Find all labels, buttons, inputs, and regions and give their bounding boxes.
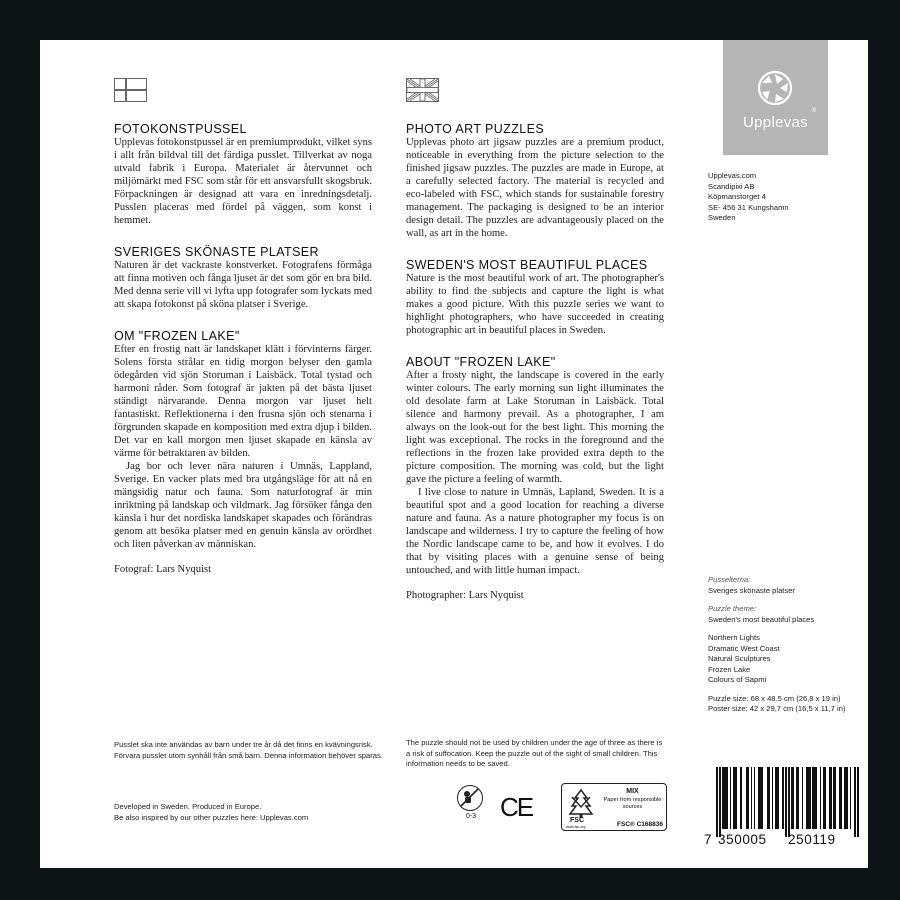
ean-barcode xyxy=(704,767,864,847)
website-line: Be also inspired by our other puzzles here: Upplevas.com xyxy=(114,812,309,822)
brand-name: Upplevas xyxy=(743,114,808,131)
en-photographer-credit: Photographer: Lars Nyquist xyxy=(406,590,524,601)
uk-flag-icon xyxy=(406,78,439,102)
registered-mark: ® xyxy=(811,108,816,114)
puzzle-box-back xyxy=(40,40,868,868)
series-value: Sveriges skönaste platser xyxy=(708,585,795,595)
fsc-mix: MIX xyxy=(626,788,639,795)
address-line-company: Scandipixi AB xyxy=(708,181,755,191)
sv-photographer-credit: Fotograf: Lars Nyquist xyxy=(114,564,212,575)
fsc-label xyxy=(561,783,667,831)
age-label: 0-3 xyxy=(465,813,477,820)
age-warning-icon xyxy=(457,785,483,811)
barcode-digit-first: 7 xyxy=(704,832,713,847)
product-info xyxy=(708,575,864,715)
en-paragraph-frozen-lake-1: After a frosty night, the landscape is covered in the early winter colours. The early morning sun light illuminates the old desolate farm at Lake Storuman in Laisbäck. Total silence and harmony prevail. As a photographer, I am always on the look-out for the best light. This morning the light was exceptional. The rocks in the foreground and the reflections in the frozen lake provided extra depth to the picture composition. The morning was cold, but the light gave the picture a feeling of warmth. xyxy=(406,370,664,485)
sv-heading-frozen-lake: OM "FROZEN LAKE" xyxy=(114,328,240,344)
swedish-flag-icon xyxy=(114,78,147,102)
english-text-column xyxy=(406,122,664,602)
barcode-bars xyxy=(704,767,864,833)
sv-paragraph-frozen-lake-2: Jag bor och lever nära naturen i Umnäs, Lappland, Sverige. En vacker plats med bra utgångsläge för att nå en mängsidig natur och fauna. Som naturfotograf är min inriktning på landskap och vildmark. Jag försöker fånga den känsla i hur det nordiska landskapet skapades och förändras genom att besöka platser med en genuin känsla av orördhet och liten påverkan av människan. xyxy=(114,461,372,550)
swedish-text-column xyxy=(114,122,372,576)
barcode-number xyxy=(704,832,864,847)
address-line-country: Sweden xyxy=(708,213,736,222)
series-title-item: Northern Lights xyxy=(708,633,760,642)
swedish-safety-warning xyxy=(114,740,394,761)
age-warning-mark xyxy=(457,785,485,827)
theme-value: Sweden's most beautiful places xyxy=(708,614,815,624)
series-title-item: Colours of Sapmi xyxy=(708,675,767,684)
company-address xyxy=(708,171,858,224)
english-safety-warning: The puzzle should not be used by children under the age of three as there is a risk of suffocation. Keep the puzzle out of the sight of small children. This information needs to be saved. xyxy=(406,738,663,768)
poster-size: Poster size: 42 x 29,7 cm (16,5 x 11,7 in) xyxy=(708,704,846,713)
sv-paragraph-frozen-lake-1: Efter en frostig natt är landskapet klätt i förvinterns färger. Solens första strålar en tidig morgon belyser den gamla ödegården vid sjön Storuman i Laisbäck. Total tystad och harmoni råder. Som fotograf är jakten på det bästa ljuset ständigt närvarande. Denna morgon var ljuset helt fantastiskt. Reflektionerna i den frusna sjön och stenarna i förgrunden skapade en komposition med extra djup i bilden. Det var en kall morgon men ljuset skapade en känsla av värme för betraktaren av bilden. xyxy=(114,344,372,459)
fsc-name: FSC xyxy=(570,817,584,824)
origin-line: Developed in Sweden. Produced in Europe. xyxy=(114,802,262,811)
barcode-digits-left: 350005 xyxy=(718,832,767,847)
en-heading-frozen-lake: ABOUT "FROZEN LAKE" xyxy=(406,354,556,370)
barcode-bar xyxy=(857,767,859,837)
sv-warning-line: Förvara pusslet utom synhåll från små barn. Denna information behöver sparas. xyxy=(114,750,383,760)
address-line-website: Upplevas.com xyxy=(708,171,757,180)
address-line-postcode: SE- 456 31 Kungshamn xyxy=(708,202,789,212)
sv-heading-photo-art: FOTOKONSTPUSSEL xyxy=(114,121,247,137)
fsc-paper-text: Paper from responsible sources xyxy=(603,797,662,810)
brand-logo-box xyxy=(723,40,828,155)
series-title-item: Natural Sculptures xyxy=(708,654,771,663)
sv-heading-places: SVERIGES SKÖNASTE PLATSER xyxy=(114,244,319,260)
camera-shutter-icon xyxy=(757,70,793,106)
sv-paragraph-places: Naturen är det vackraste konstverket. Fotografens förmåga att finna motiven och fånga ljuset är det som gör en bra bild. Med denna serie vill vi lyfta upp fotografer som lyckats med att skapa fotokonst på sköna platser i Sverige. xyxy=(114,260,372,310)
en-paragraph-places: Nature is the most beautiful work of art. The photographer's ability to find the subjects and capture the light is what makes a good picture. With this puzzle series we want to highlight photographers, who have succeeded in creating photographic art in beautiful places in Sweden. xyxy=(406,273,664,336)
puzzle-size: Puzzle size: 68 x 48.5 cm (26,8 x 19 in) xyxy=(708,693,841,703)
series-title-item: Frozen Lake xyxy=(708,664,751,674)
sv-warning-line: Pusslet ska inte användas av barn under tre år då det finns en kvävningsrisk. xyxy=(114,740,373,749)
address-line-street: Köpmanstorget 4 xyxy=(708,192,766,201)
en-heading-photo-art: PHOTO ART PUZZLES xyxy=(406,121,545,137)
en-paragraph-photo-art: Upplevas photo art jigsaw puzzles are a premium product, noticeable in everything from the picture selection to the finished jigsaw puzzles. The puzzles are made in Europe, at a carefully selected factory. The material is recycled and eco-labeled with FSC, which stands for sustainable forestry management. The packaging is designed to be an interior design detail. The puzzles are advantageously placed on the wall, as art in the home. xyxy=(406,137,664,239)
sv-paragraph-photo-art: Upplevas fotokonstpussel är en premiumprodukt, vilket syns i allt från bildval till det färdiga pusslet. Tillverkat av noga utvald fabrik i Europa. Materialet är återvunnet och miljömärkt med FSC som står för ett ansvarsfullt skogsbruk. Förpackningen är designad att vara en inredningsdetalj. Pusslen placeras med fördel på väggen, som konst i hemmet. xyxy=(114,137,372,226)
barcode-digits-right: 250119 xyxy=(788,832,836,847)
origin-footer xyxy=(114,802,374,823)
theme-label: Puzzle theme: xyxy=(708,604,757,613)
series-label: Pusselterna: xyxy=(708,575,751,584)
en-heading-places: SWEDEN'S MOST BEAUTIFUL PLACES xyxy=(406,257,648,273)
series-title-item: Dramatic West Coast xyxy=(708,643,780,653)
fsc-website: www.fsc.org xyxy=(566,825,586,829)
fsc-code: FSC® C168836 xyxy=(617,821,663,828)
ce-mark: CE xyxy=(500,792,533,822)
en-paragraph-frozen-lake-2: I live close to nature in Umnäs, Lapland, Sweden. It is a beautiful spot and a good location for reaching a diverse nature and fauna. As a nature photographer my focus is on landscape and wilderness. I try to capture the feeling of how the Nordic landscape came to be, and how it evolves. I do that by visiting places with a genuine sense of being untouched, and with little human impact. xyxy=(406,487,664,576)
